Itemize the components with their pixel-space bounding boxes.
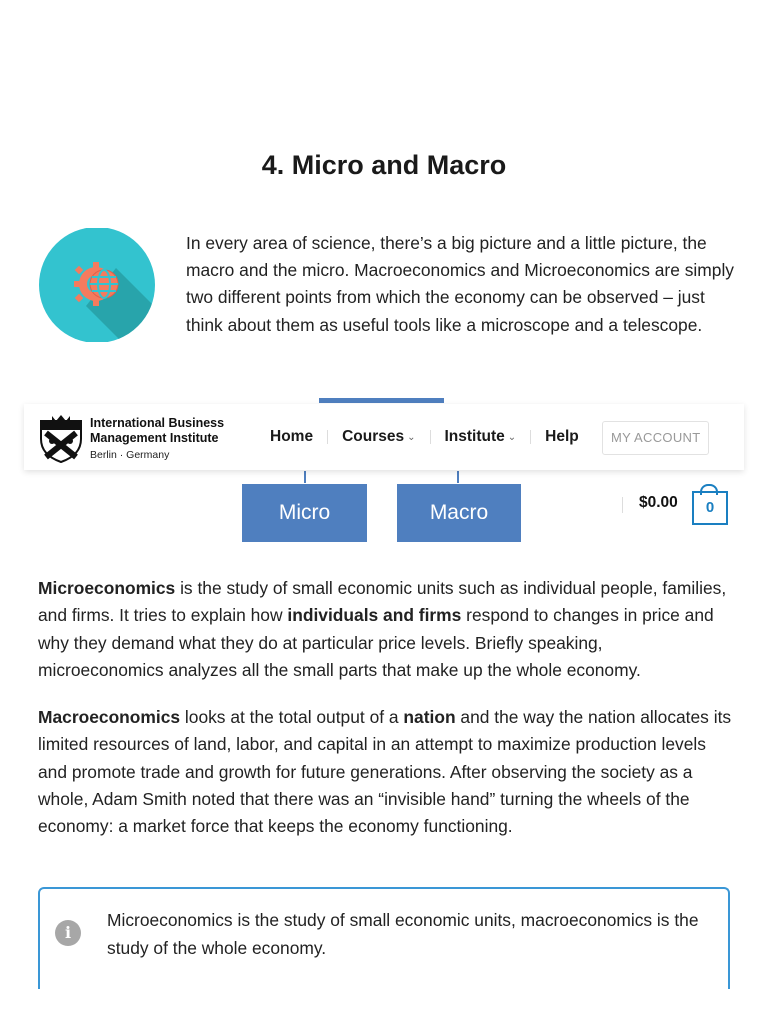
globe-gear-icon	[38, 228, 158, 342]
nav-institute-label: Institute	[444, 428, 505, 445]
macro-paragraph	[38, 704, 732, 840]
nav-courses[interactable]	[328, 428, 429, 446]
cart-total[interactable]: $0.00	[639, 494, 678, 511]
micro-paragraph	[38, 575, 732, 684]
site-header	[24, 404, 744, 470]
logo-crest-icon[interactable]	[38, 413, 84, 463]
nav-home[interactable]	[256, 428, 327, 446]
info-text: Microeconomics is the study of small economic units, macroeconomics is the study of the whole economy.	[107, 910, 699, 958]
nav-institute[interactable]	[431, 428, 531, 446]
chevron-down-icon: ⌄	[407, 431, 416, 443]
nav-home-label: Home	[270, 428, 314, 445]
diagram-box-micro: Micro	[242, 484, 367, 542]
main-nav	[256, 404, 593, 470]
diagram-tick-micro	[304, 471, 306, 483]
diagram-box-macro: Macro	[397, 484, 521, 542]
diagram-connector	[319, 398, 444, 403]
nav-help[interactable]	[531, 428, 593, 446]
diagram-tick-macro	[457, 471, 459, 483]
nav-help-label: Help	[545, 428, 579, 445]
page-title: 4. Micro and Macro	[261, 150, 507, 180]
intro-paragraph: In every area of science, there’s a big picture and a little picture, the macro and the micro. Macroeconomics and Microeconomics are simply two different points from which the economy can be observed – just think about them as useful tools like a microscope and a telescope.	[186, 233, 735, 335]
logo-subtitle: Berlin · Germany	[90, 449, 170, 461]
macro-bold: nation	[403, 707, 456, 727]
micro-text-2: respond to changes in price and why they demand what they do at particular price levels. Briefly speaking, microeconomics analyzes all the small parts that make up the whole economy.	[38, 605, 714, 680]
macro-text-2: and the way the nation allocates its limited resources of land, labor, and capital in an attempt to maximize production levels and promote trade and growth for future generations. After observing the society as a whole, Adam Smith noted that there was an “invisible hand” turning the wheels of the economy: a market force that keeps the economy functioning.	[38, 707, 732, 837]
micro-bold: individuals and firms	[287, 605, 462, 626]
chevron-down-icon: ⌄	[507, 431, 517, 443]
micro-text-1: is the study of small economic units such as individual people, families, and firms. It tries to explain how	[38, 578, 727, 626]
nav-courses-label: Courses	[342, 428, 405, 445]
info-icon: i	[55, 920, 81, 946]
macro-text-1: looks at the total output of a	[180, 707, 404, 727]
logo-line2: Management Institute	[90, 431, 219, 445]
cart-count-button[interactable]: 0	[692, 491, 728, 525]
info-callout	[38, 887, 730, 989]
cart-divider	[622, 497, 623, 513]
macro-term: Macroeconomics	[38, 707, 181, 727]
my-account-button[interactable]: MY ACCOUNT	[602, 421, 709, 455]
logo-line1: International Business	[90, 416, 225, 430]
micro-term: Microeconomics	[38, 578, 176, 598]
logo-text[interactable]	[90, 416, 224, 463]
